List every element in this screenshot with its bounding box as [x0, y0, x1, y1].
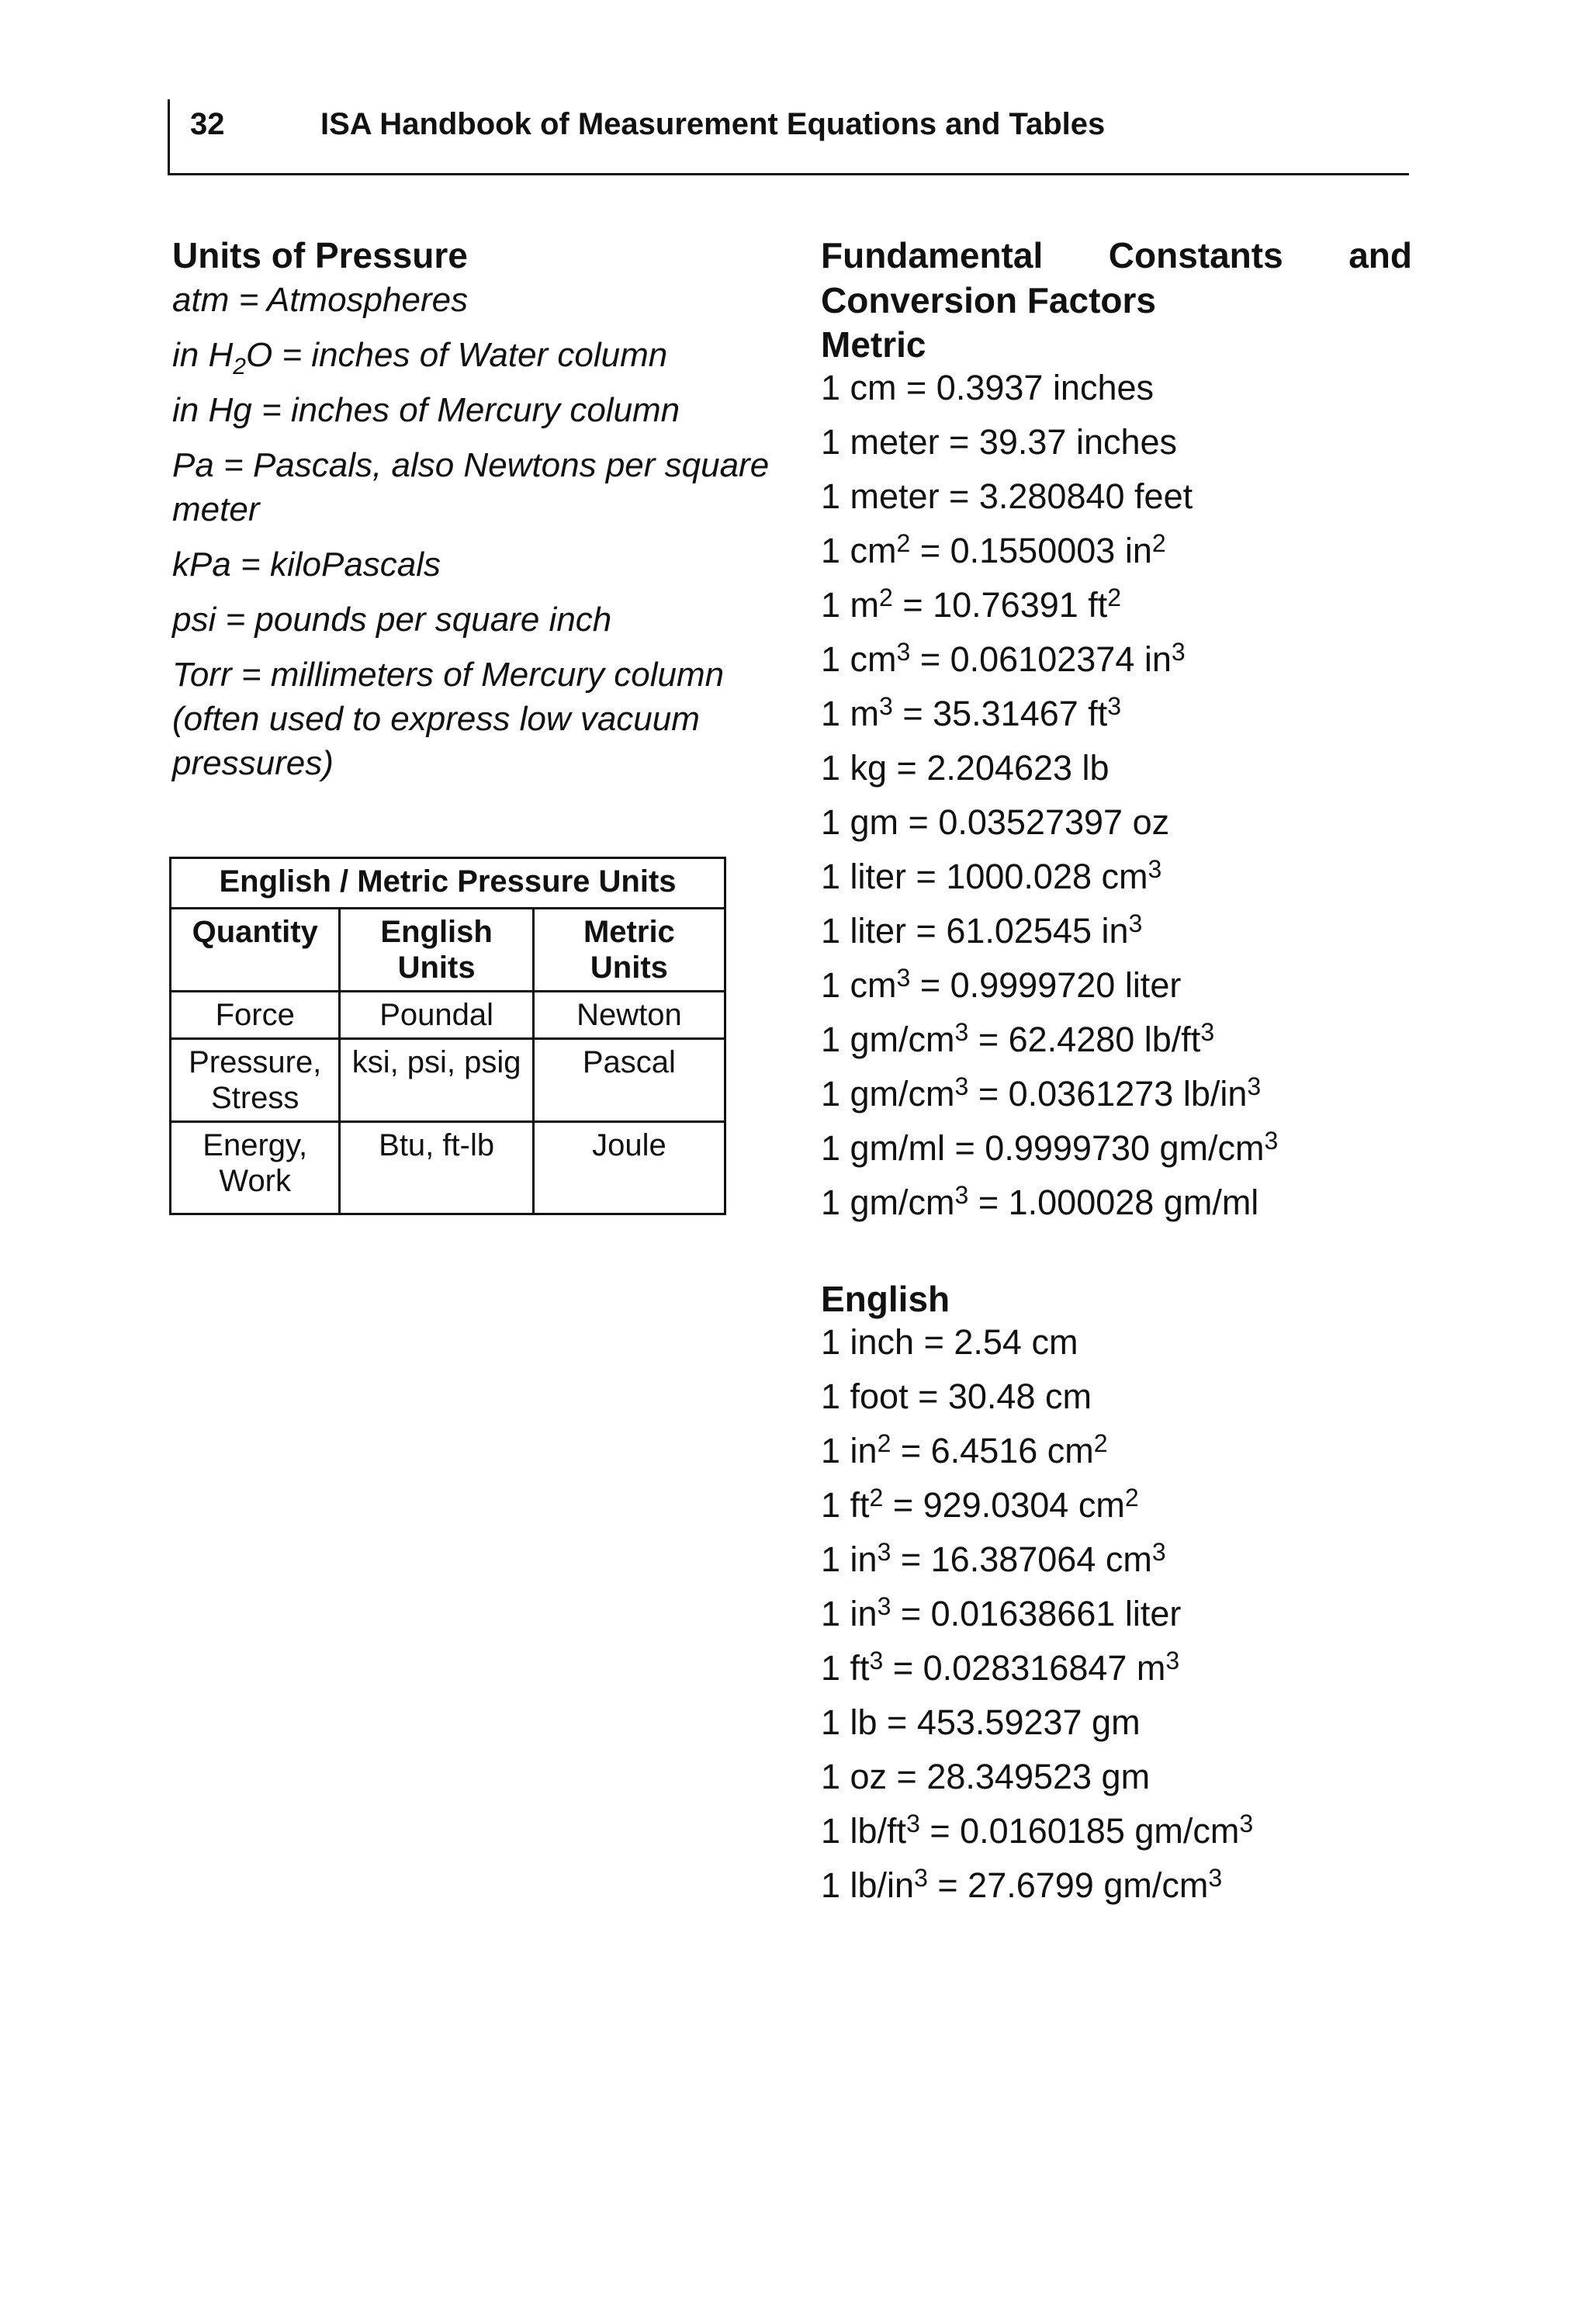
definition-item: Torr = millimeters of Mercury column (often used to express low vacuum pressures)	[172, 656, 725, 782]
superscript: 3	[877, 1592, 891, 1620]
superscript: 3	[906, 1810, 920, 1837]
superscript: 3	[1171, 638, 1186, 666]
conversion-item	[821, 1181, 1412, 1224]
conversion-text: = 0.06102374 in	[910, 639, 1172, 679]
conversion-item	[821, 1538, 1412, 1581]
heading-word: and	[1348, 235, 1412, 275]
conversion-text: 1 meter = 3.280840 feet	[821, 476, 1193, 516]
conversion-text: = 35.31467 ft	[892, 694, 1108, 733]
superscript: 3	[877, 1538, 891, 1566]
superscript: 2	[1151, 529, 1166, 557]
conversion-item	[821, 1701, 1412, 1744]
conversion-item	[821, 964, 1412, 1007]
heading-word: Fundamental	[821, 235, 1044, 275]
english-heading: English	[821, 1279, 950, 1319]
superscript: 3	[869, 1647, 884, 1675]
english-conversions-list	[821, 1321, 1412, 1907]
superscript: 3	[1247, 1072, 1262, 1100]
table-caption-row	[171, 858, 725, 909]
conversion-item	[821, 909, 1412, 953]
table-cell: Poundal	[340, 992, 533, 1039]
conversion-text: = 0.9999720 liter	[910, 965, 1182, 1005]
conversion-text: 1 cm	[821, 639, 897, 679]
conversion-text: 1 gm/cm	[821, 1020, 955, 1059]
conversion-item	[821, 1810, 1412, 1853]
conversion-item	[821, 1755, 1412, 1799]
table-cell: Pascal	[533, 1039, 725, 1122]
conversion-text: 1 lb/in	[821, 1865, 915, 1905]
conversion-item	[821, 1018, 1412, 1062]
header-english-units: English Units	[340, 909, 533, 992]
conversion-item	[821, 366, 1412, 410]
conversion-item	[821, 638, 1412, 681]
fundamental-constants-heading	[821, 233, 1412, 278]
conversion-text: 1 lb/ft	[821, 1811, 907, 1851]
superscript: 2	[896, 529, 911, 557]
conversion-text: 1 in	[821, 1431, 878, 1470]
conversion-text: 1 in	[821, 1594, 878, 1633]
table-header-row	[171, 909, 725, 992]
subscript: 2	[233, 354, 246, 379]
conversion-text: 1 ft	[821, 1648, 870, 1688]
conversion-text: 1 ft	[821, 1485, 870, 1525]
conversion-text: = 27.6799 gm/cm	[927, 1865, 1209, 1905]
conversion-item	[821, 1647, 1412, 1690]
conversion-text: = 0.0361273 lb/in	[968, 1074, 1248, 1114]
table-cell: Newton	[533, 992, 725, 1039]
superscript: 3	[1264, 1127, 1279, 1155]
conversion-text: 1 liter = 1000.028 cm	[821, 857, 1148, 896]
superscript: 3	[896, 638, 911, 666]
heading-word: Constants	[1108, 235, 1283, 275]
conversion-text: 1 cm	[821, 965, 897, 1005]
conversion-item	[821, 1375, 1412, 1418]
right-column	[821, 233, 1412, 1918]
superscript: 2	[1107, 584, 1122, 611]
conversion-text: 1 meter = 39.37 inches	[821, 422, 1178, 462]
superscript: 3	[1151, 1538, 1166, 1566]
table-cell: ksi, psi, psig	[340, 1039, 533, 1122]
superscript: 2	[869, 1484, 884, 1512]
conversion-item	[821, 421, 1412, 464]
pressure-definitions-list	[172, 278, 777, 785]
table-caption: English / Metric Pressure Units	[171, 858, 725, 909]
conversion-item	[821, 1127, 1412, 1170]
pressure-units-table	[169, 857, 726, 1215]
definition-item: psi = pounds per square inch	[172, 601, 612, 639]
conversion-text: = 62.4280 lb/ft	[968, 1020, 1201, 1059]
conversion-text: = 0.0160185 gm/cm	[919, 1811, 1240, 1851]
definition-text: O = inches of Water column	[245, 336, 668, 374]
metric-heading: Metric	[821, 324, 926, 365]
conversion-text: 1 gm/ml = 0.9999730 gm/cm	[821, 1128, 1265, 1168]
conversion-item	[821, 1321, 1412, 1364]
conversion-item	[821, 746, 1412, 790]
conversion-text: = 1.000028 gm/ml	[968, 1183, 1259, 1222]
conversion-text: 1 m	[821, 585, 880, 625]
metric-conversions-list	[821, 366, 1412, 1224]
superscript: 2	[1093, 1429, 1108, 1457]
conversion-text: 1 inch = 2.54 cm	[821, 1322, 1078, 1362]
superscript: 3	[896, 964, 911, 992]
conversion-text: = 0.1550003 in	[910, 531, 1152, 570]
definition-text: in H	[172, 336, 234, 374]
running-header	[168, 99, 1409, 175]
definition-item: atm = Atmospheres	[172, 281, 469, 319]
conversion-item	[821, 1864, 1412, 1907]
conversion-text: 1 gm/cm	[821, 1074, 955, 1114]
superscript: 3	[1200, 1018, 1215, 1046]
superscript: 3	[954, 1181, 969, 1209]
units-of-pressure-heading: Units of Pressure	[172, 235, 468, 275]
conversion-text: 1 gm/cm	[821, 1183, 955, 1222]
conversion-text: 1 lb = 453.59237 gm	[821, 1702, 1141, 1742]
definition-item: kPa = kiloPascals	[172, 545, 441, 584]
left-column	[172, 233, 777, 796]
superscript: 3	[1208, 1864, 1223, 1892]
superscript: 3	[954, 1072, 969, 1100]
table-cell: Energy, Work	[171, 1122, 340, 1214]
conversion-item	[821, 584, 1412, 627]
conversion-text: = 929.0304 cm	[883, 1485, 1125, 1525]
conversion-item	[821, 1484, 1412, 1527]
conversion-item	[821, 1072, 1412, 1116]
table-row	[171, 1122, 725, 1214]
book-title: ISA Handbook of Measurement Equations and Tables	[320, 107, 1106, 141]
superscript: 3	[914, 1864, 928, 1892]
conversion-item	[821, 529, 1412, 573]
superscript: 3	[1239, 1810, 1254, 1837]
conversion-text: 1 foot = 30.48 cm	[821, 1377, 1092, 1416]
conversion-text: 1 in	[821, 1540, 878, 1579]
header-metric-units: Metric Units	[533, 909, 725, 992]
conversion-text: = 10.76391 ft	[892, 585, 1108, 625]
conversion-text: 1 kg = 2.204623 lb	[821, 748, 1110, 788]
superscript: 3	[1128, 909, 1143, 937]
conversion-factors-heading: Conversion Factors	[821, 280, 1156, 320]
conversion-item	[821, 1592, 1412, 1636]
conversion-item	[821, 801, 1412, 844]
definition-item: Pa = Pascals, also Newtons per square meter	[172, 446, 770, 528]
conversion-text: 1 m	[821, 694, 880, 733]
conversion-text: 1 oz = 28.349523 gm	[821, 1757, 1151, 1796]
table-cell: Joule	[533, 1122, 725, 1214]
conversion-text: = 6.4516 cm	[891, 1431, 1094, 1470]
superscript: 3	[1107, 692, 1122, 720]
table-row	[171, 1039, 725, 1122]
conversion-text: 1 cm = 0.3937 inches	[821, 368, 1155, 407]
superscript: 2	[877, 1429, 891, 1457]
superscript: 3	[954, 1018, 969, 1046]
table-cell: Force	[171, 992, 340, 1039]
header-quantity: Quantity	[171, 909, 340, 992]
superscript: 2	[879, 584, 893, 611]
conversion-text: = 16.387064 cm	[891, 1540, 1152, 1579]
conversion-item	[821, 692, 1412, 736]
conversion-text: 1 cm	[821, 531, 897, 570]
conversion-item	[821, 1429, 1412, 1473]
superscript: 3	[1148, 855, 1162, 883]
conversion-text: 1 liter = 61.02545 in	[821, 911, 1129, 951]
superscript: 3	[1165, 1647, 1180, 1675]
conversion-text: = 0.01638661 liter	[891, 1594, 1182, 1633]
conversion-item	[821, 475, 1412, 518]
superscript: 2	[1124, 1484, 1139, 1512]
table-row	[171, 992, 725, 1039]
superscript: 3	[879, 692, 893, 720]
conversion-text: = 0.028316847 m	[883, 1648, 1166, 1688]
table-cell: Pressure, Stress	[171, 1039, 340, 1122]
page-number: 32	[190, 107, 225, 141]
conversion-text: 1 gm = 0.03527397 oz	[821, 802, 1170, 842]
definition-item	[172, 333, 777, 377]
table-cell: Btu, ft-lb	[340, 1122, 533, 1214]
definition-item: in Hg = inches of Mercury column	[172, 391, 680, 429]
conversion-item	[821, 855, 1412, 899]
